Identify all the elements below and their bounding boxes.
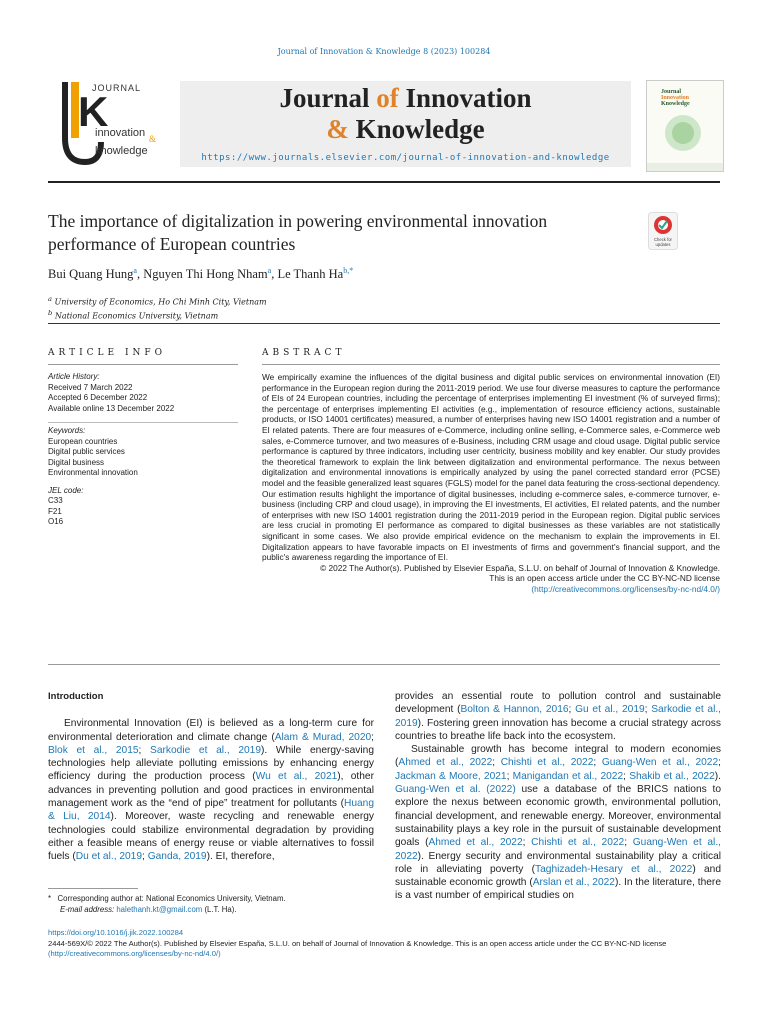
citation-link[interactable]: Sarkodie et al., 2019 <box>395 704 721 729</box>
citation-link[interactable]: Taghizadeh-Hesary et al., 2022 <box>535 863 693 875</box>
jel-code: C33 <box>48 496 63 505</box>
affiliations <box>48 294 267 321</box>
citation-link[interactable]: Guang-Wen et al., 2022 <box>601 757 719 769</box>
citation-link[interactable]: Blok et al., 2015 <box>48 744 139 756</box>
body-text: ), other advances in preventing pollution and good practices in environmental management work as the “end of pipe” treatment for pollutants ( <box>48 771 374 810</box>
author-email-link[interactable]: halethanh.kt@gmail.com <box>116 904 203 914</box>
svg-text:Innovation: Innovation <box>661 95 690 101</box>
citation-link[interactable]: Huang & Liu, 2014 <box>48 798 374 823</box>
author-list: Bui Quang Hung$^a$, Nguyen Thi Hong Nham$^a$, Le Thanh $Ha^{b,*}$ <box>48 266 354 282</box>
body-text: ; <box>492 757 501 769</box>
svg-text:K: K <box>78 88 109 135</box>
body-text: ). Energy security and environmental sustainability play a critical role in alleviating poverty ( <box>395 850 721 875</box>
citation-link[interactable]: Shakib et al., 2022 <box>629 770 715 782</box>
article-title: The importance of digitalization in powering environmental innovation performance of European countries <box>48 211 548 254</box>
affiliation-item: $^b$ National Economics University, Vietnam <box>48 308 219 321</box>
journal-logo <box>45 80 163 166</box>
check-for-updates-icon[interactable] <box>648 212 678 250</box>
body-text: use a database of the BRICS nations to explore the nexus between economic growth, environmental pollution, financial development, and renewable energy. Moreover, environmental sustainability plays a key role in the pursuit of sustainable development goals ( <box>395 784 721 849</box>
footnote-rule <box>48 888 138 889</box>
journal-cover-thumbnail <box>646 80 724 172</box>
svg-text:Knowledge: Knowledge <box>661 101 690 107</box>
body-text: Environmental Innovation (EI) is believed as a long-term cure for environmental deterioration and climate change ( <box>48 718 374 743</box>
citation-link[interactable]: Guang-Wen et al., 2022 <box>395 837 721 862</box>
keyword: Environmental innovation <box>48 468 138 477</box>
abstract-heading: ABSTRACT <box>262 348 346 358</box>
footnote: * Corresponding author at: National Economics University, Vietnam. E-mail address: halethanh.kt@gmail.com (L.T. Ha). <box>48 894 286 914</box>
header-rule <box>48 181 720 183</box>
body-text: ). Moreover, waste recycling and renewable energy technologies could stabilize environmental degradation by providing either a feasible means of energy reuse or viable alternatives to fossil fuels ( <box>48 811 375 863</box>
author-name: Le Thanh Ha <box>277 267 344 282</box>
citation-link[interactable]: Ahmed et al., 2022 <box>428 837 523 849</box>
citation-link[interactable]: Guang-Wen et al. (2022) <box>395 784 516 796</box>
issn-copyright-line: 2444-569X/© 2022 The Author(s). Published by Elsevier España, S.L.U. on behalf of Journal of Innovation & Knowledge. This is an open access article under the CC BY-NC-ND license <box>48 938 667 948</box>
jel-code: O16 <box>48 517 64 526</box>
section-rule <box>48 323 720 324</box>
article-info-panel <box>48 372 238 528</box>
body-text: ; <box>142 851 148 863</box>
logo-journal-text: JOURNAL <box>92 83 142 93</box>
svg-text:Check for: Check for <box>654 237 672 242</box>
body-text: ). EI, therefore, <box>206 851 275 863</box>
history-received: Received 7 March 2022 <box>48 382 133 392</box>
citation-link[interactable]: Du et al., 2019 <box>75 851 143 863</box>
journal-title: Journal of Innovation & Knowledge <box>279 83 532 144</box>
citation-link[interactable]: Arslan et al., 2022 <box>532 877 615 889</box>
logo-amp-text: & <box>149 134 157 144</box>
citation-link[interactable]: Chishti et al., 2022 <box>500 757 594 769</box>
citation-link[interactable]: Chishti et al., 2022 <box>531 837 625 849</box>
citation-link[interactable]: Bolton & Hannon, 2016 <box>460 704 569 716</box>
citation-link[interactable]: Jackman & Moore, 2021 <box>395 770 507 782</box>
keyword: European countries <box>48 436 118 446</box>
intro-paragraph <box>48 717 374 863</box>
citation-link[interactable]: Ganda, 2019 <box>147 851 207 863</box>
body-text: ; <box>138 744 151 756</box>
svg-text:Journal: Journal <box>661 89 682 95</box>
citation-link[interactable]: Manigandan et al., 2022 <box>512 770 624 782</box>
jel-code: F21 <box>48 506 62 516</box>
body-text: ; <box>593 757 602 769</box>
body-text: ). Fostering green innovation has become a crucial strategy across countries to breathe life back into the ecosystem. <box>395 717 721 742</box>
journal-banner <box>180 81 631 167</box>
corresponding-author-note: Corresponding author at: National Economics University, Vietnam. <box>57 894 286 903</box>
abstract-license-text: This is an open access article under the CC BY-NC-ND license <box>489 573 720 584</box>
intro-paragraph <box>395 743 721 903</box>
body-text: provides an essential route to pollution control and sustainable development ( <box>395 691 721 716</box>
citation-link[interactable]: Alam & Murad, 2020 <box>274 731 372 743</box>
abstract-license-link[interactable]: (http://creativecommons.org/licenses/by-nc-nd/4.0/) <box>531 583 720 594</box>
body-text: ). <box>714 770 721 782</box>
article-info-heading: ARTICLE INFO <box>48 348 167 358</box>
abstract-copyright: © 2022 The Author(s). Published by Elsevier España, S.L.U. on behalf of Journal of Innovation & Knowledge. <box>320 562 720 573</box>
abstract-rule <box>262 364 720 365</box>
journal-citation-line[interactable]: Journal of Innovation & Knowledge 8 (2023) 100284 <box>277 47 491 56</box>
logo-knowledge-text: knowledge <box>95 145 148 157</box>
jel-label: JEL code: <box>48 485 84 495</box>
citation-link[interactable]: Gu et al., 2019 <box>575 704 645 716</box>
body-text: ). In the literature, there is a vast number of empirical studies on <box>395 877 721 902</box>
body-text: ; <box>623 770 630 782</box>
affiliation-item: $^a$ University of Economics, Ho Chi Minh City, Vietnam <box>48 295 267 307</box>
doi-link[interactable]: https://doi.org/10.1016/j.jik.2022.100284 <box>48 928 184 937</box>
introduction-heading: Introduction <box>48 691 104 702</box>
body-text: ; <box>568 704 576 716</box>
keyword: Digital public services <box>48 447 125 456</box>
citation-link[interactable]: Sarkodie et al., 2019 <box>150 744 261 756</box>
page-footer <box>48 928 728 960</box>
body-text: Sustainable growth has become integral to modern economies ( <box>395 744 721 769</box>
abstract-text: We empirically examine the influences of the digital business and digital public services on environmental innovation (EI) performance in the European region during the 2011-2019 period. We use four diverse measures to capture the performance of EIs of 24 European countries, including the percentage of enterprises implementing EI investment (% of surveyed firms); the percentage of enterprises implementing EI activities (e.g., implementation of resource efficiency actions, sustainable products, or ISO 14001 certificates) measured, a number of enterprises having new ISO 14001 registration and a number of EI related patents. There are four measures of e-Commerce, including online selling, e-Commerce sales, e-Commerce web sales, e-Commerce turnover, and two measures of e-Business, including CRM usage and cloud usage. Digital public service performance is captured by three indicators, including user centricity, business mobility and key enabler. Our study provides the theoretical framework to explain the link between digitalization and environmental performance. The nexus between digitalization and environmental innovations is empirically analyzed by using the panel corrected standard error (PCSE) model and the feasible generalized least squares (FGLS) model for the panel data featuring the cross-sectional dependency. Our estimation results highlight the importance of digital businesses, including e-commerce sales, e-commerce turnover, e-business (including CRP and cloud usage), in improving the EI investments, EI activities, EI related patents, and the number of enterprises with new ISO 14001 registration during the 2011-2019 period in the European region. Digital public services are less crucial in promoting EI performance as compared to digital businesses as these variables are not statistically significant in some cases. We also provide empirical evidence on the mechanism to explain the improvements in EI. Digitalization appears to have favorable impacts on EI investments of firms and government's financial support, and the public's awareness regarding the importance of EI. <box>262 372 720 563</box>
keywords-label: Keywords: <box>48 426 86 435</box>
abstract-bottom-rule <box>48 664 720 665</box>
citation-link[interactable]: Ahmed et al., 2022 <box>398 757 493 769</box>
body-text: ). While energy-saving technologies help alleviate polluting emissions by enhancing energy efficiency during the production process ( <box>48 744 374 783</box>
svg-text:updates: updates <box>655 242 671 247</box>
body-text: ; <box>371 731 374 743</box>
body-text: ; <box>624 837 633 849</box>
body-text: ; <box>644 704 652 716</box>
abstract-body <box>262 372 720 594</box>
author-name: Nguyen Thi Hong Nham <box>143 267 268 282</box>
citation-link[interactable]: Wu et al., 2021 <box>255 771 338 783</box>
info-rule <box>48 364 238 365</box>
body-text: ; <box>522 837 532 849</box>
history-accepted: Accepted 6 December 2022 <box>48 393 148 402</box>
intro-paragraph-continued <box>395 690 721 743</box>
body-column-left <box>48 690 374 864</box>
history-online: Available online 13 December 2022 <box>48 403 175 413</box>
body-column-right <box>395 690 721 903</box>
author-name: Bui Quang Hung <box>48 267 134 282</box>
body-text: ; <box>506 770 513 782</box>
footer-license-link[interactable]: (http://creativecommons.org/licenses/by-nc-nd/4.0/) <box>48 949 221 958</box>
body-text: ) and sustainable economic growth ( <box>395 863 721 889</box>
keyword: Digital business <box>48 457 105 467</box>
body-text: ; <box>718 757 721 769</box>
history-label: Article History: <box>48 372 100 381</box>
journal-homepage-link[interactable]: https://www.journals.elsevier.com/journal-of-innovation-and-knowledge <box>201 153 610 163</box>
logo-innovation-text: innovation <box>95 127 146 139</box>
